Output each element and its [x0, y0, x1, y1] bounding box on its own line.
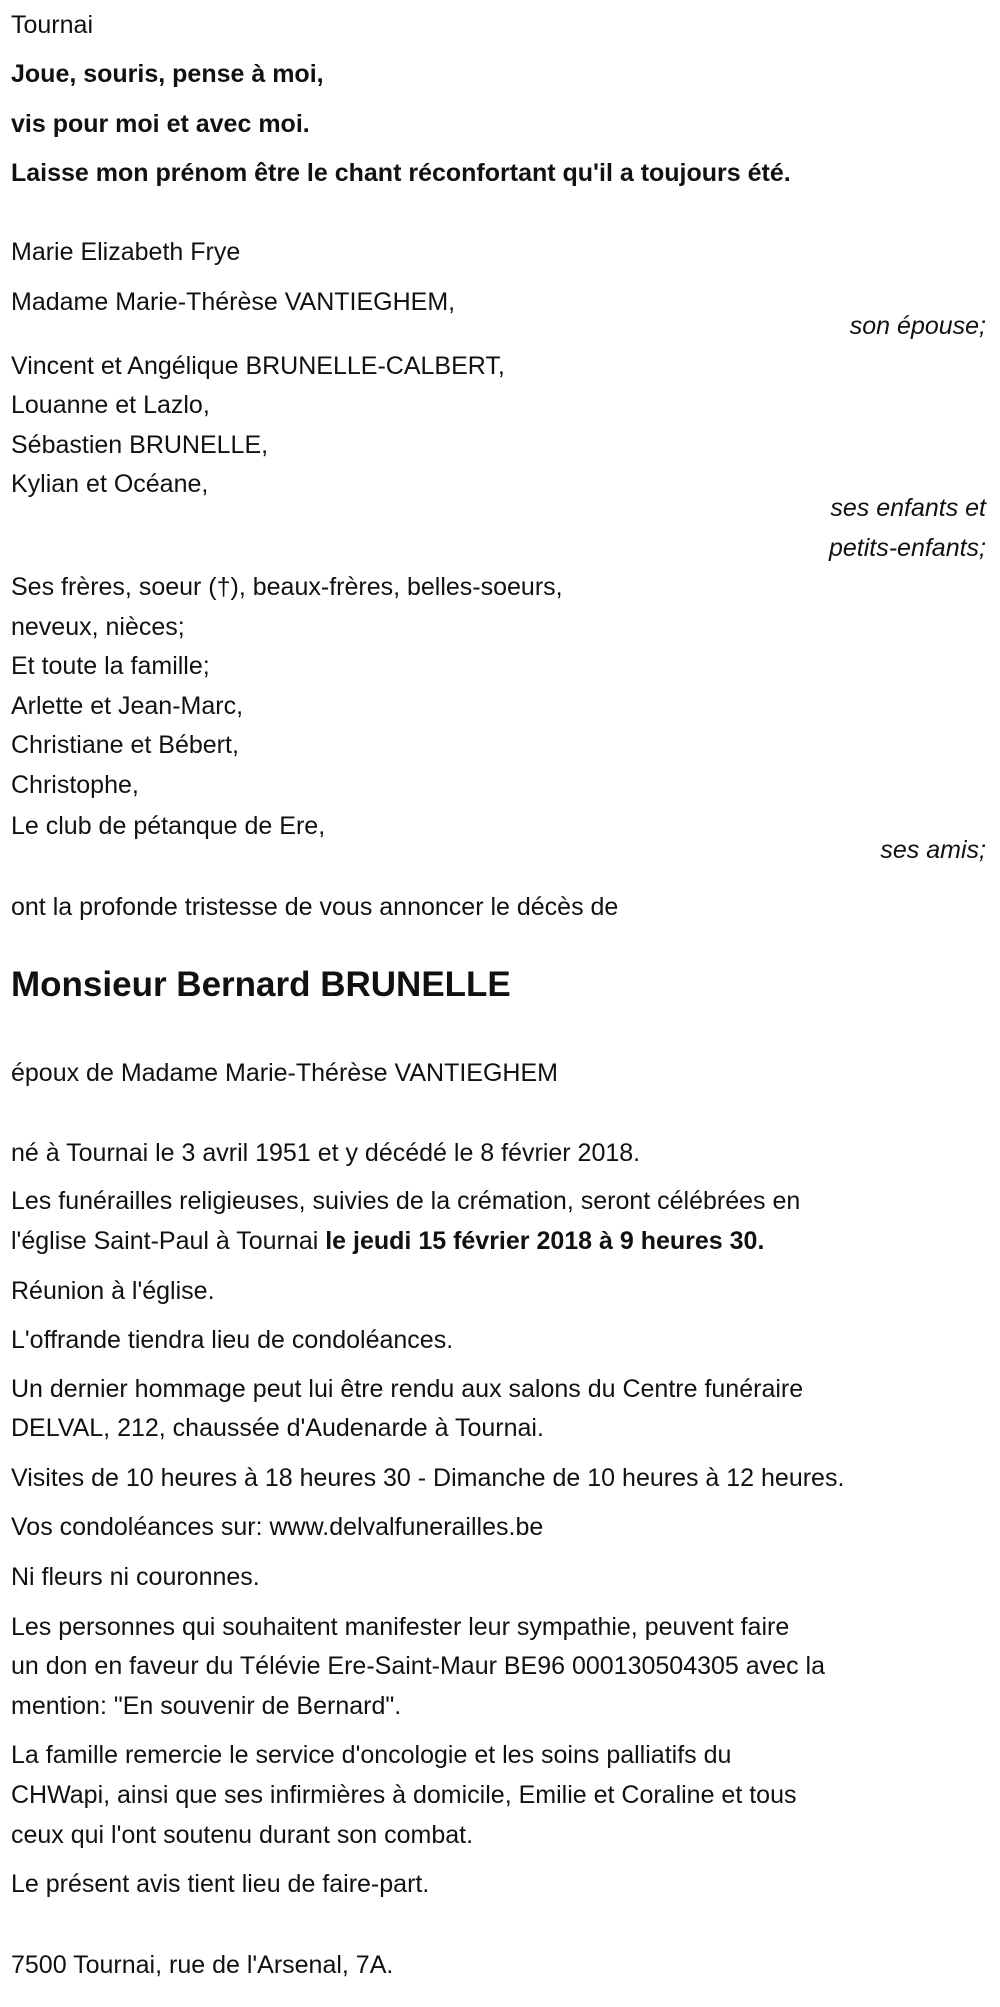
born-died: né à Tournai le 3 avril 1951 et y décédé le 8 février 2018. [11, 1139, 641, 1167]
thanks-line: ceux qui l'ont soutenu durant son combat. [11, 1821, 474, 1849]
children-role: ses enfants et [830, 494, 986, 522]
spouse-name: Madame Marie-Thérèse VANTIEGHEM, [11, 288, 456, 316]
poem-author: Marie Elizabeth Frye [11, 238, 241, 266]
child-line: Vincent et Angélique BRUNELLE-CALBERT, [11, 352, 505, 380]
poem-line: Joue, souris, pense à moi, [11, 60, 324, 88]
deceased-name: Monsieur Bernard BRUNELLE [11, 965, 511, 1004]
spouse-role: son épouse; [849, 312, 986, 340]
donation-line: mention: "En souvenir de Bernard". [11, 1692, 402, 1720]
family-line: neveux, nièces; [11, 613, 185, 641]
child-line: Kylian et Océane, [11, 470, 209, 498]
child-line: Sébastien BRUNELLE, [11, 431, 269, 459]
husband-of: époux de Madame Marie-Thérèse VANTIEGHEM [11, 1059, 558, 1087]
family-line: Et toute la famille; [11, 652, 210, 680]
place: Tournai [11, 11, 93, 39]
family-line: Le club de pétanque de Ere, [11, 812, 326, 840]
visits: Visites de 10 heures à 18 heures 30 - Dimanche de 10 heures à 12 heures. [11, 1464, 845, 1492]
thanks-line: CHWapi, ainsi que ses infirmières à domicile, Emilie et Coraline et tous [11, 1781, 797, 1809]
poem-line: Laisse mon prénom être le chant réconfortant qu'il a toujours été. [11, 159, 791, 187]
notice: Le présent avis tient lieu de faire-part. [11, 1870, 430, 1898]
children-role: petits-enfants; [828, 534, 986, 562]
address: 7500 Tournai, rue de l'Arsenal, 7A. [11, 1951, 394, 1979]
child-line: Louanne et Lazlo, [11, 391, 210, 419]
thanks-line: La famille remercie le service d'oncologie et les soins palliatifs du [11, 1741, 732, 1769]
family-line: Ses frères, soeur (†), beaux-frères, belles-soeurs, [11, 573, 563, 601]
donation-line: Les personnes qui souhaitent manifester leur sympathie, peuvent faire [11, 1613, 790, 1641]
family-line: Arlette et Jean-Marc, [11, 692, 244, 720]
flowers: Ni fleurs ni couronnes. [11, 1563, 260, 1591]
family-line: Christiane et Bébert, [11, 731, 239, 759]
condolences: Vos condoléances sur: www.delvalfunerailles.be [11, 1513, 544, 1541]
family-line: Christophe, [11, 771, 139, 799]
offering: L'offrande tiendra lieu de condoléances. [11, 1326, 454, 1354]
funeral-line: Les funérailles religieuses, suivies de la crémation, seront célébrées en [11, 1187, 801, 1215]
funeral-date: le jeudi 15 février 2018 à 9 heures 30. [325, 1227, 765, 1255]
funeral-place: l'église Saint-Paul à Tournai [11, 1227, 326, 1255]
meeting: Réunion à l'église. [11, 1277, 215, 1305]
poem-line: vis pour moi et avec moi. [11, 110, 310, 138]
tribute-line: DELVAL, 212, chaussée d'Audenarde à Tournai. [11, 1414, 544, 1442]
announcement: ont la profonde tristesse de vous annoncer le décès de [11, 893, 619, 921]
tribute-line: Un dernier hommage peut lui être rendu aux salons du Centre funéraire [11, 1375, 804, 1403]
friends-role: ses amis; [880, 836, 986, 864]
funeral-line [11, 1225, 764, 1257]
donation-line: un don en faveur du Télévie Ere-Saint-Maur BE96 000130504305 avec la [11, 1652, 825, 1680]
